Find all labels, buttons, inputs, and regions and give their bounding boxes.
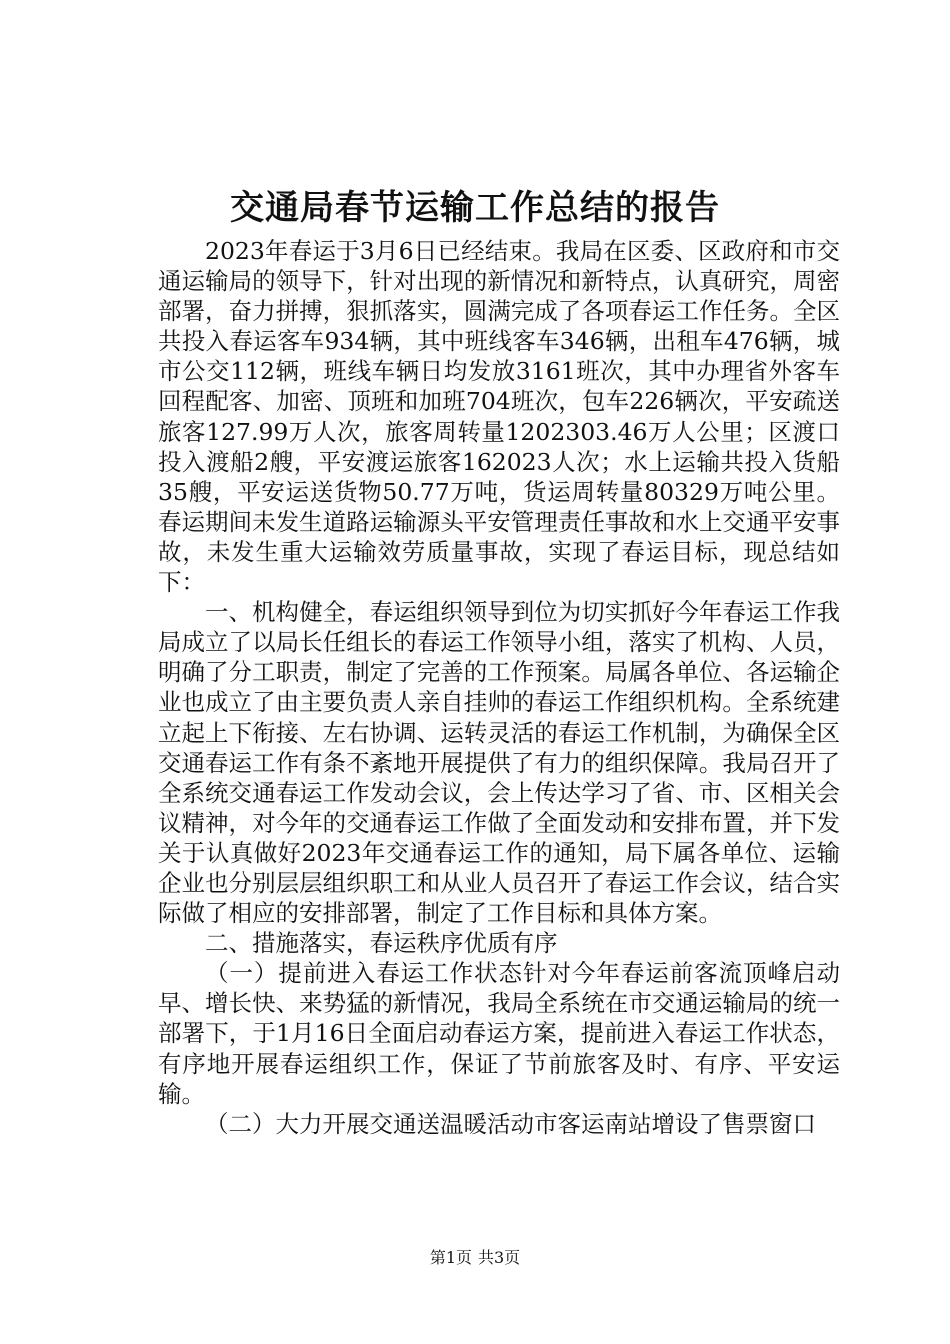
paragraph-section-1: 一、机构健全，春运组织领导到位为切实抓好今年春运工作我局成立了以局长任组长的春运工作领导小组，落实了机构、人员，明确了分工职责，制定了完善的工作预案。局属各单位、各运输企业也成立了由主要负责人亲自挂帅的春运工作组织机构。全系统建立起上下衔接、左右协调、运转灵活的春运工作机制，为确保全区交通春运工作有条不紊地开展提供了有力的组织保障。我局召开了全系统交通春运工作发动会议，会上传达学习了省、市、区相关会议精神，对今年的交通春运工作做了全面发动和安排布置，并下发关于认真做好2023年交通春运工作的通知，局下属各单位、运输企业也分别层层组织职工和从业人员召开了春运工作会议，结合实际做了相应的安排部署，制定了工作目标和具体方案。 [158,598,840,928]
page-number: 第1页 [429,1248,472,1267]
paragraph-section-2-heading: 二、措施落实，春运秩序优质有序 [205,929,558,958]
document-body [158,236,840,1139]
document-title: 交通局春节运输工作总结的报告 [230,188,720,228]
paragraph-subsection-1: （一）提前进入春运工作状态针对今年春运前客流顶峰启动早、增长快、来势猛的新情况，我局全系统在市交通运输局的统一部署下，于1月16日全面启动春运方案，提前进入春运工作状态，有序地开展春运组织工作，保证了节前旅客及时、有序、平安运输。 [158,959,840,1108]
page-footer [0,1248,950,1268]
page-total: 共3页 [478,1248,521,1267]
paragraph-subsection-2: （二）大力开展交通送温暖活动市客运南站增设了售票窗口 [205,1109,816,1138]
paragraph-intro: 2023年春运于3月6日已经结束。我局在区委、区政府和市交通运输局的领导下，针对出现的新情况和新特点，认真研究，周密部署，奋力拼搏，狠抓落实，圆满完成了各项春运工作任务。全区共投入春运客车934辆，其中班线客车346辆，出租车476辆，城市公交112辆，班线车辆日均发放3161班次，其中办理省外客车回程配客、加密、顶班和加班704班次，包车226辆次，平安疏送旅客127.99万人次，旅客周转量1202303.46万人公里；区渡口投入渡船2艘，平安渡运旅客162023人次；水上运输共投入货船35艘，平安运送货物50.77万吨，货运周转量80329万吨公里。春运期间未发生道路运输源头平安管理责任事故和水上交通平安事故，未发生重大运输效劳质量事故，实现了春运目标，现总结如下： [158,237,840,597]
